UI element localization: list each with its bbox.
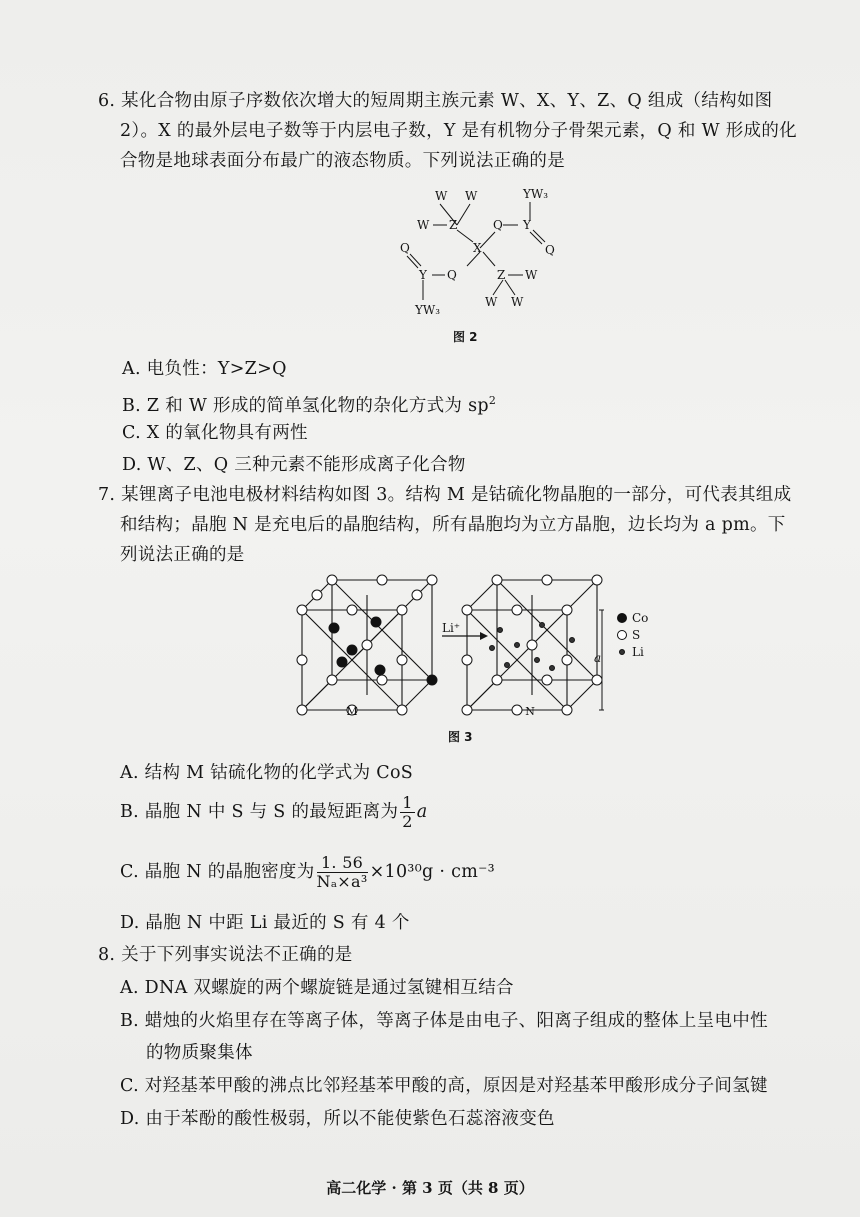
svg-text:YW₃: YW₃ xyxy=(415,303,441,317)
svg-text:Q: Q xyxy=(400,241,410,255)
q7-option-d: D. 晶胞 N 中距 Li 最近的 S 有 4 个 xyxy=(120,913,410,933)
q7-option-b: B. 晶胞 N 中 S 与 S 的最短距离为 $\frac{1}{2}$ a xyxy=(120,793,428,831)
svg-text:Z: Z xyxy=(497,268,506,282)
svg-text:W: W xyxy=(485,295,498,309)
q6-option-a: A. 电负性：Y>Z>Q xyxy=(122,359,287,379)
q7-option-c: C. 晶胞 N 的晶胞密度为 $\frac{1. 56}{\text{Nₐ×a³}}$ ×10³⁰g · cm⁻³ xyxy=(120,853,495,891)
q6-stem-line2: 2）。X 的最外层电子数等于内层电子数，Y 是有机物分子骨架元素，Q 和 W 形成的化 xyxy=(120,121,797,141)
q7-stem-line1: 7. 某锂离子电池电极材料结构如图 3。结构 M 是钴硫化物晶胞的一部分，可代表其组成 xyxy=(98,485,792,505)
svg-text:Y: Y xyxy=(523,218,531,232)
arrow-head xyxy=(480,632,488,640)
q6-structure-figure xyxy=(385,180,585,320)
figure-legend xyxy=(618,611,649,659)
svg-text:Z: Z xyxy=(449,218,458,232)
q8-option-d: D. 由于苯酚的酸性极弱，所以不能使紫色石蕊溶液变色 xyxy=(120,1109,555,1129)
li-ion-label: Li⁺ xyxy=(442,621,461,635)
legend-co: Co xyxy=(632,611,649,625)
q8-stem: 8. 关于下列事实说法不正确的是 xyxy=(98,945,353,965)
q6-stem-line1: 6. 某化合物由原子序数依次增大的短周期主族元素 W、X、Y、Z、Q 组成（结构如图 xyxy=(98,91,773,111)
svg-text:Y: Y xyxy=(419,268,427,282)
svg-text:Q: Q xyxy=(493,218,503,232)
q8-option-a: A. DNA 双螺旋的两个螺旋链是通过氢键相互结合 xyxy=(120,978,514,998)
q8-option-c: C. 对羟基苯甲酸的沸点比邻羟基苯甲酸的高，原因是对羟基苯甲酸形成分子间氢键 xyxy=(120,1076,768,1096)
svg-text:Q: Q xyxy=(545,243,555,257)
q6-option-b: B. Z 和 W 形成的简单氢化物的杂化方式为 $sp^2$ xyxy=(122,394,497,416)
svg-text:Q: Q xyxy=(447,268,457,282)
q6-option-c: C. X 的氧化物具有两性 xyxy=(122,423,308,443)
q7-option-a: A. 结构 M 钴硫化物的化学式为 CoS xyxy=(120,763,414,783)
q8-option-b-line1: B. 蜡烛的火焰里存在等离子体，等离子体是由电子、阳离子组成的整体上呈电中性 xyxy=(120,1011,768,1031)
legend-li: Li xyxy=(632,645,644,659)
cell-m-label: M xyxy=(346,705,358,718)
q7-stem-line2: 和结构；晶胞 N 是充电后的晶胞结构，所有晶胞均为立方晶胞，边长均为 a pm。下 xyxy=(120,515,786,535)
legend-s: S xyxy=(632,628,641,642)
q7-crystal-figure xyxy=(292,570,692,720)
edge-length-label: a xyxy=(594,651,602,665)
svg-text:W: W xyxy=(417,218,430,232)
svg-text:X: X xyxy=(473,241,482,255)
svg-text:YW₃: YW₃ xyxy=(523,187,549,201)
q8-option-b-line2: 的物质聚集体 xyxy=(146,1043,253,1063)
q7-stem-line3: 列说法正确的是 xyxy=(120,545,245,565)
q6-option-d: D. W、Z、Q 三种元素不能形成离子化合物 xyxy=(122,455,466,475)
q6-figure-caption: 图 2 xyxy=(453,330,478,344)
page-footer: 高二化学 · 第 3 页（共 8 页） xyxy=(326,1179,534,1197)
svg-text:W: W xyxy=(525,268,538,282)
svg-text:W: W xyxy=(511,295,524,309)
q7-figure-caption: 图 3 xyxy=(448,730,473,744)
svg-text:W: W xyxy=(435,189,448,203)
svg-text:W: W xyxy=(465,189,478,203)
q6-stem-line3: 合物是地球表面分布最广的液态物质。下列说法正确的是 xyxy=(120,151,565,171)
cell-n-label: N xyxy=(525,705,535,718)
